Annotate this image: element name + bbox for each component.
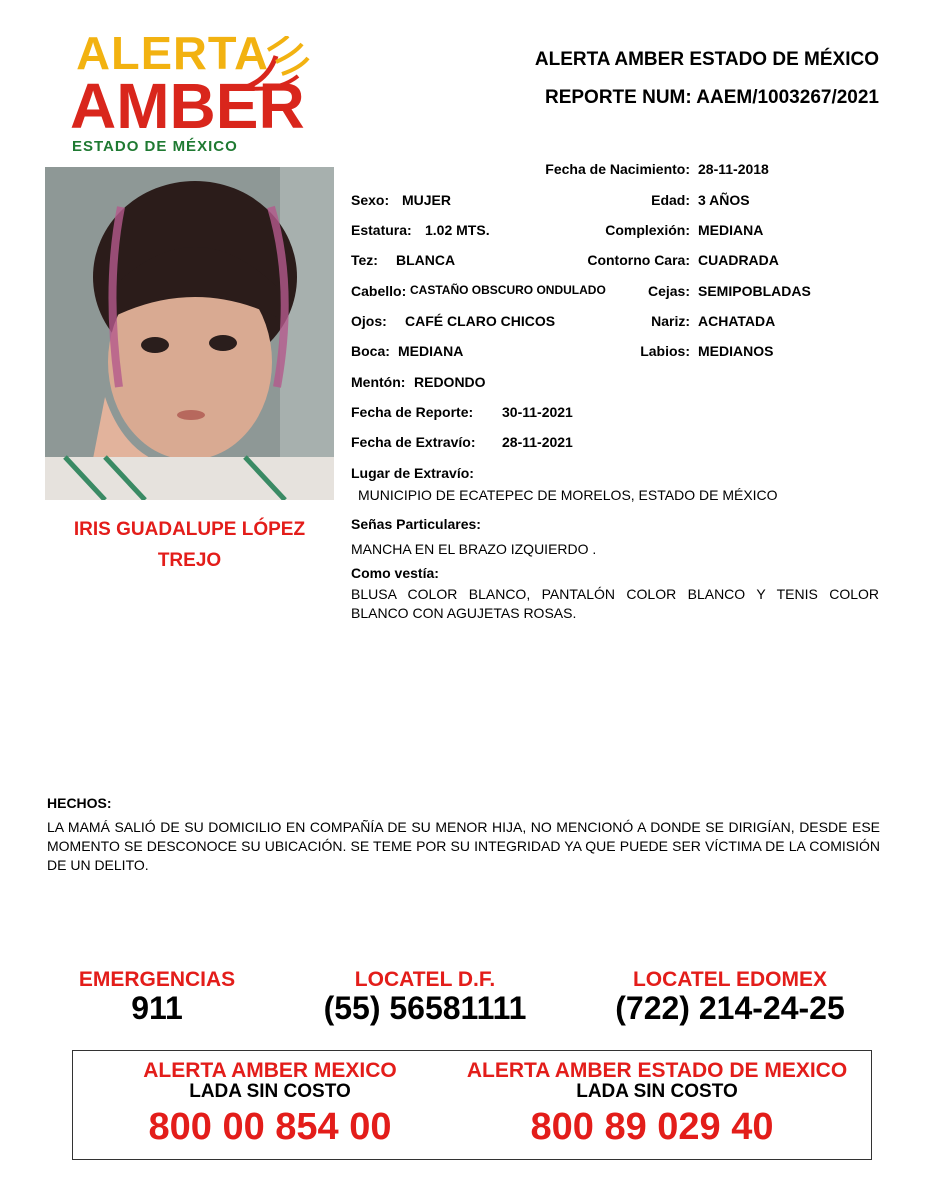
clothing-label: Como vestía: — [351, 565, 439, 581]
age-value: 3 AÑOS — [698, 192, 750, 208]
nose-value: ACHATADA — [698, 313, 776, 329]
facts-text: LA MAMÁ SALIÓ DE SU DOMICILIO EN COMPAÑÍA DE SU MENOR HIJA, NO MENCIONÓ A DONDE SE DIRIGÍAN, DESDE ESE MOMENTO SE DESCONOCE SU UBICACIÓN. SE TEME POR SU INTEGRIDAD YA QUE PUEDE SER VÍCTIMA DE LA COMISIÓN DE UN DELITO. — [47, 819, 880, 873]
chin-value: REDONDO — [414, 374, 486, 390]
report-date-value: 30-11-2021 — [502, 404, 573, 420]
face-shape-value: CUADRADA — [698, 252, 779, 268]
face-shape-label: Contorno Cara: — [587, 252, 690, 268]
locatel-df-number[interactable]: (55) 56581111 — [323, 990, 527, 1026]
missing-place-label: Lugar de Extravío: — [351, 465, 474, 481]
height-label: Estatura: — [351, 222, 412, 238]
missing-place-value: MUNICIPIO DE ECATEPEC DE MORELOS, ESTADO DE MÉXICO — [358, 487, 778, 503]
sex-value: MUJER — [402, 192, 452, 208]
sex-label: Sexo: — [351, 192, 390, 208]
alert-title: ALERTA AMBER ESTADO DE MÉXICO — [534, 49, 879, 70]
missing-person-name-line1: IRIS GUADALUPE LÓPEZ — [73, 519, 306, 540]
complexion-label: Tez: — [351, 252, 378, 268]
height-value: 1.02 MTS. — [425, 222, 490, 238]
mouth-value: MEDIANA — [398, 343, 464, 359]
eyes-label: Ojos: — [351, 313, 387, 329]
hotline-edomex-subtitle: LADA SIN COSTO — [576, 1081, 738, 1102]
build-label: Complexión: — [605, 222, 690, 238]
logo-amber-text: AMBER — [70, 70, 305, 142]
report-number: REPORTE NUM: AAEM/1003267/2021 — [544, 87, 879, 108]
lips-value: MEDIANOS — [698, 343, 774, 359]
eyes-value: CAFÉ CLARO CHICOS — [405, 313, 556, 329]
hair-value: CASTAÑO OBSCURO ONDULADO — [410, 283, 606, 297]
report-date-label: Fecha de Reporte: — [351, 404, 474, 420]
missing-person-name-line2: TREJO — [157, 550, 222, 571]
hotline-edomex-title: ALERTA AMBER ESTADO DE MEXICO — [466, 1059, 848, 1082]
hair-label: Cabello: — [351, 283, 407, 299]
nose-label: Nariz: — [651, 313, 690, 329]
logo-alerta-text: ALERTA — [76, 27, 270, 79]
lips-label: Labios: — [640, 343, 690, 359]
complexion-value: BLANCA — [396, 252, 456, 268]
missing-date-label: Fecha de Extravío: — [351, 434, 476, 450]
emergency-number[interactable]: 911 — [131, 990, 183, 1026]
clothing-value: BLUSA COLOR BLANCO, PANTALÓN COLOR BLANCO Y TENIS COLOR BLANCO CON AGUJETAS ROSAS. — [351, 586, 879, 621]
eyebrows-value: SEMIPOBLADAS — [698, 283, 811, 299]
birthdate-value: 28-11-2018 — [698, 161, 769, 177]
emergency-title: EMERGENCIAS — [78, 968, 236, 991]
locatel-edomex-title: LOCATEL EDOMEX — [632, 968, 828, 991]
hotline-mexico-number[interactable]: 800 00 854 00 — [148, 1106, 392, 1148]
hotline-mexico-subtitle: LADA SIN COSTO — [189, 1081, 351, 1102]
chin-label: Mentón: — [351, 374, 406, 390]
hotline-mexico-title: ALERTA AMBER MEXICO — [143, 1059, 397, 1082]
facts-label: HECHOS: — [47, 795, 112, 811]
hotline-edomex-number[interactable]: 800 89 029 40 — [530, 1106, 774, 1148]
missing-child-photo — [45, 167, 334, 500]
birthdate-label: Fecha de Nacimiento: — [545, 161, 690, 177]
build-value: MEDIANA — [698, 222, 764, 238]
marks-label: Señas Particulares: — [351, 516, 481, 532]
age-label: Edad: — [651, 192, 690, 208]
eyebrows-label: Cejas: — [647, 283, 690, 299]
missing-date-value: 28-11-2021 — [502, 434, 573, 450]
logo-estado-text: ESTADO DE MÉXICO — [72, 138, 238, 155]
logo-signal-arcs-icon — [238, 36, 310, 96]
marks-value: MANCHA EN EL BRAZO IZQUIERDO . — [351, 541, 597, 557]
locatel-df-title: LOCATEL D.F. — [354, 968, 496, 991]
mouth-label: Boca: — [351, 343, 390, 359]
locatel-edomex-number[interactable]: (722) 214-24-25 — [615, 990, 845, 1026]
